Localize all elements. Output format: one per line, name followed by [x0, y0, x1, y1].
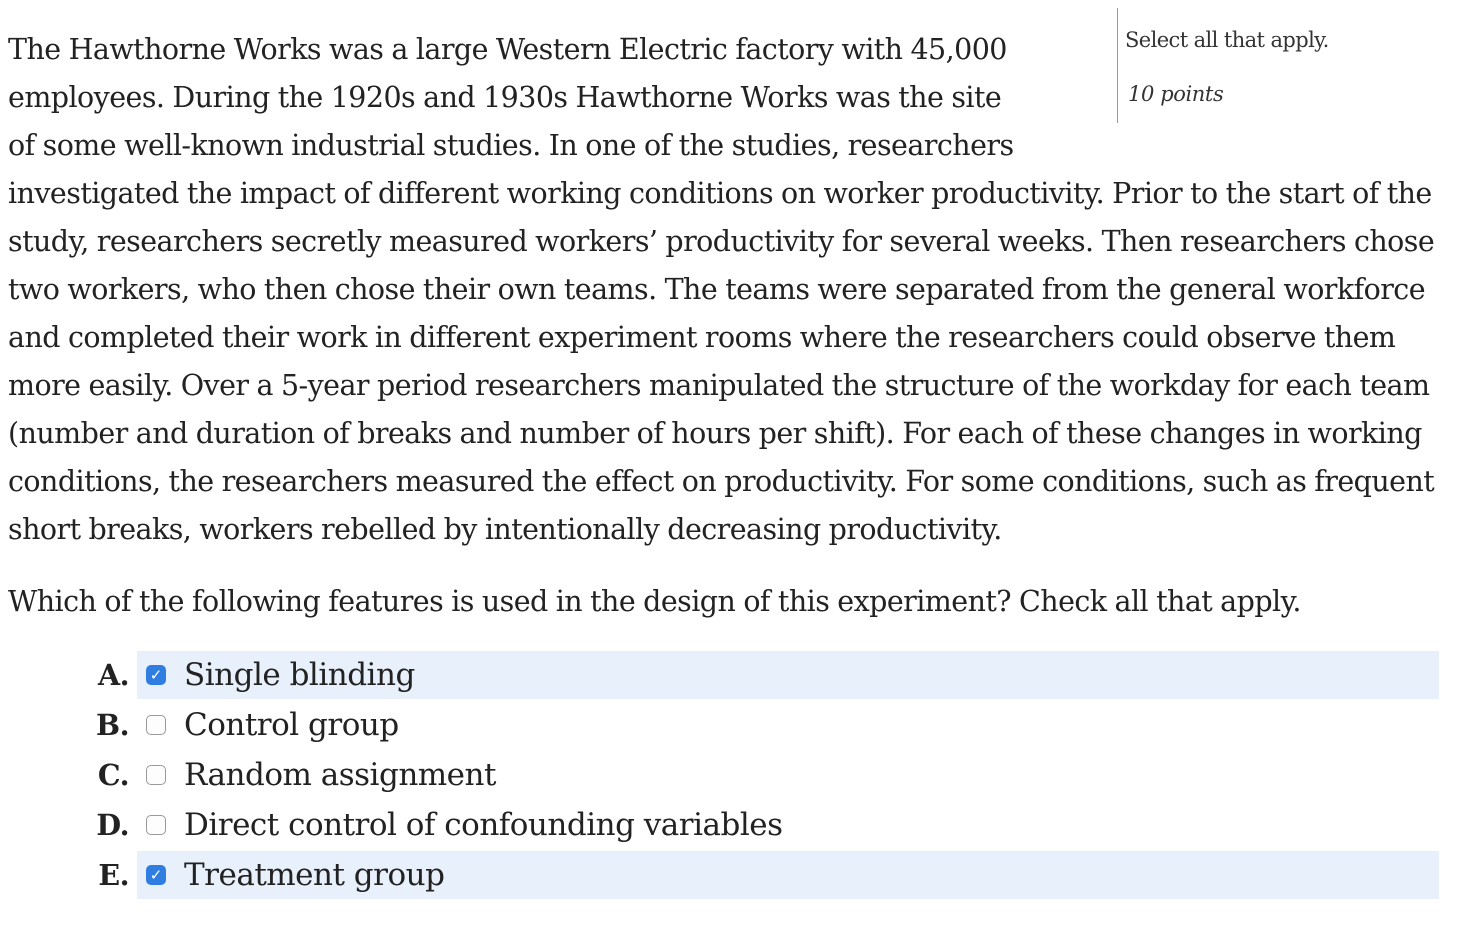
instructions-text: Select all that apply.: [1125, 28, 1329, 52]
option-b[interactable]: [84, 701, 1439, 749]
option-d[interactable]: [84, 801, 1439, 849]
checkbox[interactable]: [146, 715, 166, 735]
option-a[interactable]: [84, 651, 1439, 699]
question-passage: [8, 26, 1453, 554]
question-prompt: Which of the following features is used in the design of this experiment? Check all that apply.: [8, 585, 1301, 618]
passage-text: The Hawthorne Works was a large Western Electric factory with 45,000 employees. During the 1920s and 1930s Hawthorne Works was the site of some well-known industrial studies. In one of the studies, researchers investigated the impact of different working conditions on worker productivity. Prior to the start of the study, researchers secretly measured workers’ productivity for several weeks. Then researchers chose two workers, who then chose their own teams. The teams were separated from the general workforce and completed their work in different experiment rooms where the researchers could observe them more easily. Over a 5-year period researchers manipulated the structure of the workday for each team (number and duration of breaks and number of hours per shift). For each of these changes in working conditions, the researchers measured the effect on productivity. For some conditions, such as frequent short breaks, workers rebelled by intentionally decreasing productivity.: [8, 33, 1435, 546]
option-letter: B.: [95, 708, 129, 742]
checkbox[interactable]: ✓: [146, 865, 166, 885]
option-label: Single blinding: [184, 657, 415, 693]
option-letter: A.: [97, 658, 129, 692]
answer-options: [84, 651, 1439, 901]
option-label: Treatment group: [184, 857, 445, 893]
option-label: Control group: [184, 707, 399, 743]
option-label: Direct control of confounding variables: [184, 807, 783, 843]
option-label: Random assignment: [184, 757, 496, 793]
option-letter: D.: [96, 808, 129, 842]
option-letter: C.: [97, 758, 129, 792]
checkbox[interactable]: [146, 815, 166, 835]
option-letter: E.: [98, 858, 129, 892]
points-value: 10 points: [1128, 82, 1224, 106]
checkbox[interactable]: ✓: [146, 665, 166, 685]
option-c[interactable]: [84, 751, 1439, 799]
checkbox[interactable]: [146, 765, 166, 785]
option-e[interactable]: [84, 851, 1439, 899]
